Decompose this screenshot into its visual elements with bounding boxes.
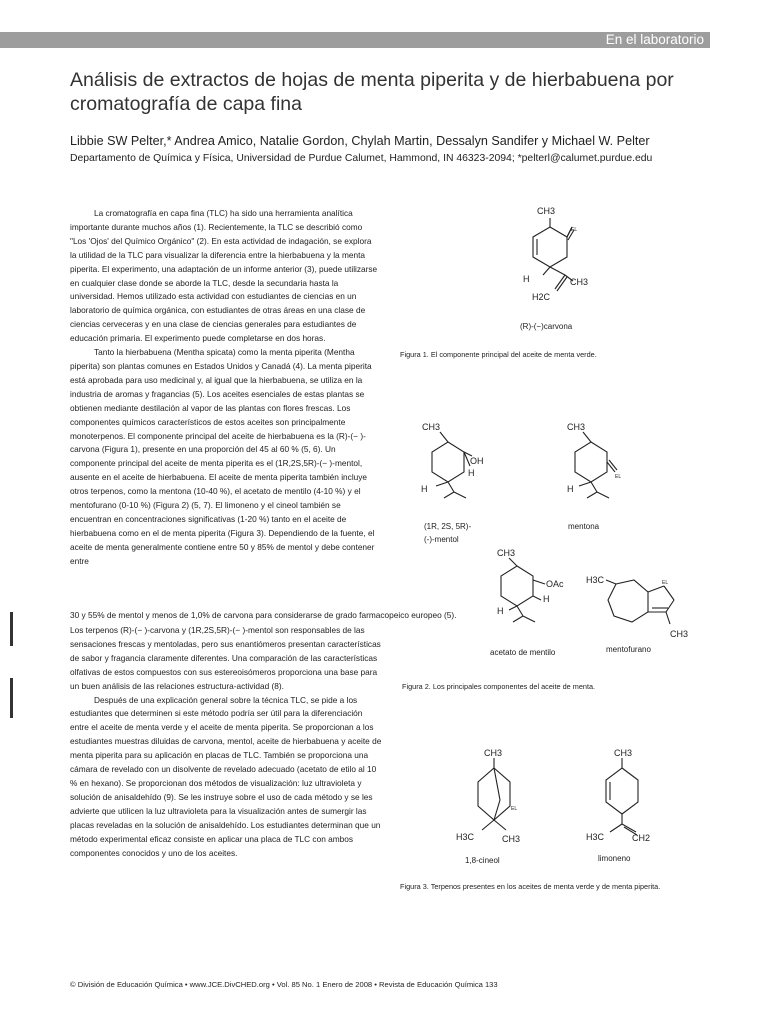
limonene-structure xyxy=(584,744,674,844)
atom-label: H xyxy=(497,606,504,616)
menthofuran-name: mentofurano xyxy=(606,645,651,654)
menthyl-acetate-structure xyxy=(485,544,575,634)
cineol-structure xyxy=(452,744,542,844)
atom-label: CH3 xyxy=(570,277,589,287)
margin-mark xyxy=(10,612,13,646)
paragraph-2-full-width-line: 30 y 55% de mentol y menos de 1,0% de carvona para considerarse de grado farmacopeico europeo (5). xyxy=(70,610,457,620)
atom-label: CH3 xyxy=(567,422,586,432)
figure-3-caption: Figura 3. Terpenos presentes en los aceites de menta verde y de menta piperita. xyxy=(400,882,661,891)
figure-1-caption: Figura 1. El componente principal del aceite de menta verde. xyxy=(400,350,597,359)
atom-label: EL xyxy=(615,474,622,480)
atom-label: H xyxy=(523,274,530,284)
figure-2-caption: Figura 2. Los principales componentes del aceite de menta. xyxy=(402,682,596,691)
atom-label: H3C xyxy=(586,575,605,585)
cineol-name: 1,8-cineol xyxy=(465,856,500,865)
atom-label: H2C xyxy=(532,292,551,302)
paragraph-2-continued: Los terpenos (R)-(− )-carvona y (1R,2S,5R)-(− )-mentol son responsables de las sensaciones frescas y mentoladas, pero sus enantiómeros presentan características de sabor y fragancia claramente diferentes. Una comparación de las características olfativas de estos compuestos con sus estereoisómeros proporciona una base para un buen análisis de las relaciones estructura-actividad (8). xyxy=(70,625,381,691)
menthol-structure xyxy=(412,418,502,508)
paragraph-3: Después de una explicación general sobre la técnica TLC, se pide a los estudiantes que determinen si este método podría ser útil para la diferenciación entre el aceite de menta verde y el aceite de menta piperita. Se proporcionan a los estudiantes muestras diluidas de carvona, mentol, aceite de hierbabuena y aceite de menta piperita para su aplicación en placas de TLC. También se proporciona una cámara de revelado con un disolvente de revelado adecuado (acetato de etilo al 10 % en hexano). Se proporcionan dos métodos de visualización: luz ultravioleta y solución de anisaldehído (9). Se les instruye sobre el uso de cada método y se les advierte que utilicen la luz ultravioleta para la visualización antes de sumergir las placas reveladas en la solución de anisaldehído. Los estudiantes determinan que un método experimental eficaz consiste en aplicar una placa de TLC con ambos componentes conocidos y uno de los aceites. xyxy=(70,694,382,858)
limonene-name: limoneno xyxy=(598,854,631,863)
article-authors: Libbie SW Pelter,* Andrea Amico, Natalie Gordon, Chylah Martin, Dessalyn Sandifer y Michael W. Pelter xyxy=(70,134,650,148)
article-title: Análisis de extractos de hojas de menta piperita y de hierbabuena por cromatografía de capa fina xyxy=(70,69,674,115)
margin-mark xyxy=(10,678,13,718)
paragraph-1: La cromatografía en capa fina (TLC) ha sido una herramienta analítica importante durante muchos años (1). Recientemente, la TLC se describió como "Los 'Ojos' del Químico Orgánico" (2). En esta actividad de indagación, se explora la utilidad de la TLC para visualizar la diferencia entre la hierbabuena y la menta piperita. El experimento, una adaptación de un informe anterior (3), puede utilizarse en cualquier clase donde se aborde la TLC, desde la secundaria hasta la universidad. Hemos utilizado esta actividad con estudiantes de ciencias en un laboratorio de química orgánica, con estudiantes de otras áreas en una clase de ciencias cerveceras y en una clase de ciencias generales para estudiantes de educación primaria. El experimento puede completarse en dos horas. xyxy=(70,208,378,344)
atom-label: EL xyxy=(571,227,578,233)
section-label: En el laboratorio xyxy=(605,32,704,47)
atom-label: CH3 xyxy=(614,748,633,758)
article-affiliation: Departamento de Química y Física, Universidad de Purdue Calumet, Hammond, IN 46323-2094; *pelterl@calumet.purdue.edu xyxy=(70,153,653,164)
atom-label: CH2 xyxy=(632,833,651,843)
menthone-structure xyxy=(555,418,645,508)
page-footer: © División de Educación Química • www.JCE.DivCHED.org • Vol. 85 No. 1 Enero de 2008 • Revista de Educación Química 133 xyxy=(70,980,498,989)
atom-label: CH3 xyxy=(422,422,441,432)
atom-label: H xyxy=(421,484,428,494)
section-header-bar xyxy=(0,32,710,48)
atom-label: H xyxy=(468,468,475,478)
atom-label: H3C xyxy=(456,832,475,842)
atom-label: CH3 xyxy=(497,548,516,558)
menthol-name-line-1: (1R, 2S, 5R)- xyxy=(424,522,472,531)
body-column-bottom xyxy=(70,624,382,860)
atom-label: OAc xyxy=(546,579,564,589)
atom-label: H xyxy=(543,594,550,604)
atom-label: OH xyxy=(470,456,484,466)
atom-label: CH3 xyxy=(537,206,556,216)
paragraph-2: Tanto la hierbabuena (Mentha spicata) como la menta piperita (Mentha piperita) son plantas comunes en Estados Unidos y Canadá (4). La menta piperita está aprobada para uso medicinal y, al igual que la hierbabuena, se utiliza en la industria de aromas y fragancias (5). Los aceites esenciales de estas plantas se obtienen mediante destilación al vapor de las plantas con flores frescas. Los componentes químicos característicos de estos aceites son principalmente monoterpenos. El componente principal del aceite de hierbabuena es la (R)-(− )-carvona (Figura 1), presente en una proporción del 45 al 60 % (5, 6). Un componente principal del aceite de menta piperita es el (1R,2S,5R)-(− )-mentol, ausente en el aceite de hierbabuena. El aceite de menta piperita también incluye otros terpenos, como la mentona (10-40 %), el acetato de mentilo (4-10 %) y el mentofurano (0-10 %) (Figura 2) (5, 7). El limoneno y el cineol también se encuentran en concentraciones significativas (1-20 %) tanto en el aceite de hierbabuena como en el de menta piperita (Figura 3). Dependiendo de la fuente, el aceite de menta generalmente contiene entre 50 y 85% de mentol y debe contener entre xyxy=(70,347,375,566)
atom-label: EL xyxy=(662,580,669,586)
atom-label: CH3 xyxy=(670,629,689,639)
atom-label: EL xyxy=(511,806,518,812)
carvone-structure xyxy=(515,203,605,303)
atom-label: CH3 xyxy=(502,834,521,844)
atom-label: CH3 xyxy=(484,748,503,758)
body-column-top xyxy=(70,207,380,569)
menthol-name-line-2: (-)-mentol xyxy=(424,535,459,544)
menthyl-acetate-name: acetato de mentilo xyxy=(490,648,556,657)
menthofuran-structure xyxy=(582,570,692,640)
menthone-name: mentona xyxy=(568,522,600,531)
carvone-name: (R)-(−)carvona xyxy=(520,322,573,331)
atom-label: H xyxy=(567,484,574,494)
atom-label: H3C xyxy=(586,832,605,842)
